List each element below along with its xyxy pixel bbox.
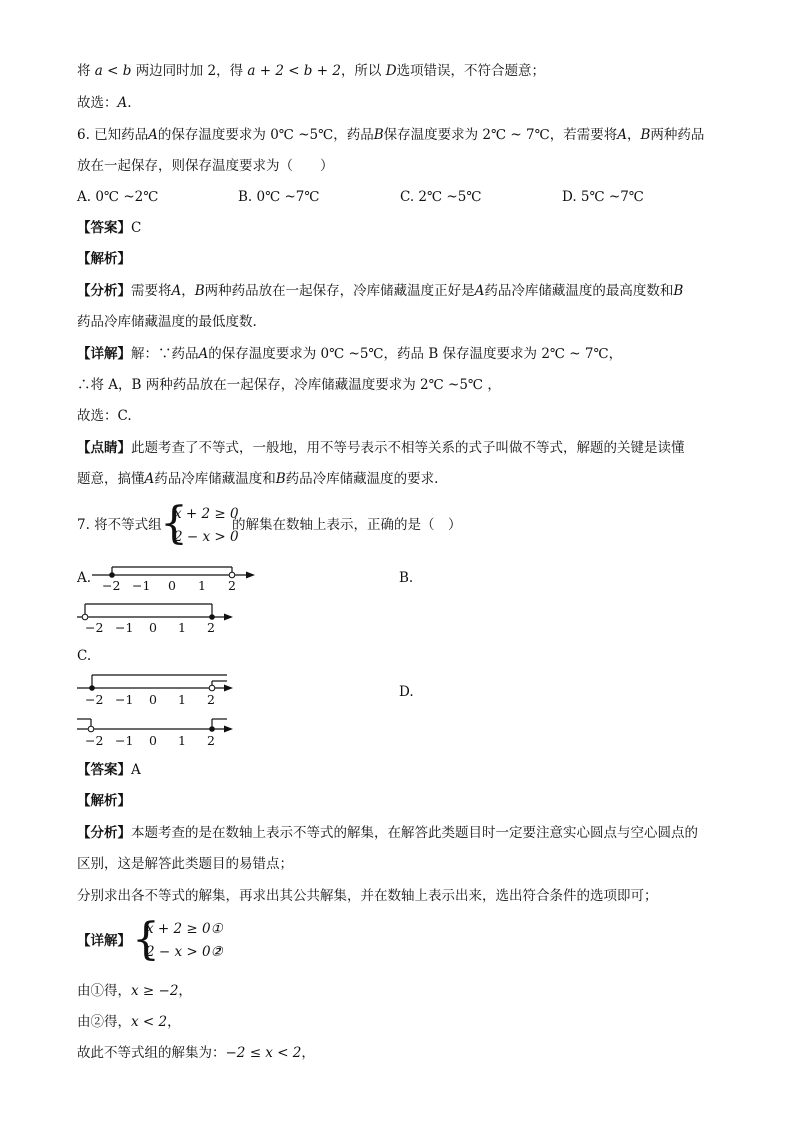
hollow-point [88, 726, 94, 732]
tag: 【点睛】 [77, 440, 131, 456]
tick-label: 2 [207, 733, 215, 748]
solid-point [109, 572, 115, 578]
tick-label: −2 [85, 692, 104, 707]
text: 6. 已知药品 [77, 127, 149, 143]
brace-symbol: { [132, 914, 160, 965]
tick-label: 1 [178, 733, 186, 748]
answer: C [131, 220, 142, 236]
question-6-line-2: 放在一起保存，则保存温度要求为（ ） [77, 158, 334, 174]
text: 药品冷库储藏温度和 [154, 471, 276, 487]
fenxi-7-line-1 [77, 824, 698, 842]
tick-label: −1 [115, 692, 134, 707]
text: 需要将 [131, 283, 172, 299]
arrow-head [224, 685, 233, 692]
number-line-d [77, 714, 257, 744]
text: 选项错误，不符合题意； [396, 63, 546, 79]
question-6-line-1 [77, 126, 704, 144]
system-eq-2: 2 − x > 0② [146, 944, 223, 960]
text: ， [626, 127, 641, 143]
xiangjie-6-line-1 [77, 345, 622, 363]
text: ， [301, 1045, 315, 1061]
math-var: D [385, 63, 397, 79]
text: 保存温度要求为 2℃ ~ 7℃，若需要将 [383, 127, 618, 143]
tick-label: 1 [178, 692, 186, 707]
text-line-1 [77, 62, 545, 80]
text: 由②得， [77, 1014, 131, 1030]
text: 两边同时加 2，得 [135, 63, 244, 79]
text: ， [181, 283, 195, 299]
math-expr: x ≥ −2 [131, 983, 179, 999]
math-var: B [373, 127, 384, 143]
text-line-2 [77, 94, 132, 112]
math-var: A [171, 283, 182, 299]
hollow-point [229, 572, 235, 578]
tick-label: 1 [178, 620, 186, 635]
answer: A [117, 95, 128, 111]
fenxi-7-line-2: 区别，这是解答此类题目的易错点； [77, 856, 293, 872]
option-7-c-label: C. [77, 648, 92, 664]
tag: 【分析】 [77, 283, 131, 299]
math-var: A [474, 283, 485, 299]
arrow-head [224, 614, 233, 621]
option-7-b-label: B. [399, 570, 414, 586]
text: 题意，搞懂 [77, 471, 145, 487]
tick-label: −1 [115, 620, 134, 635]
text: 故选： [77, 95, 118, 111]
tick-label: −2 [85, 733, 104, 748]
step-2 [77, 1013, 181, 1031]
text: ， [167, 1014, 181, 1030]
dianjing-6-line-2 [77, 470, 438, 488]
math-expr: a + 2 < b + 2 [247, 63, 341, 79]
math-expr: x < 2 [131, 1014, 168, 1030]
text: 的保存温度要求为 0℃ ~5℃，药品 B 保存温度要求为 2℃ ~ 7℃， [208, 346, 623, 362]
tick-label: 2 [207, 692, 215, 707]
tick-label: 0 [149, 733, 157, 748]
math-expr: a < b [94, 63, 132, 79]
text: . [127, 95, 132, 111]
hollow-point [209, 685, 215, 691]
math-var: A [617, 127, 627, 143]
option-7-d-label: D. [399, 684, 414, 700]
text: 药品冷库储藏温度的最高度数和 [484, 283, 674, 299]
math-var: A [198, 346, 209, 362]
tick-label: −2 [85, 620, 104, 635]
text: 此题考查了不等式，一般地，用不等号表示不相等关系的式子叫做不等式，解题的关键是读懂 [131, 440, 685, 456]
question-7-label: 7. 将不等式组 [77, 517, 162, 533]
text: 两种药品放在一起保存，冷库储藏温度正好是 [204, 283, 475, 299]
answer-7 [77, 761, 141, 779]
math-var: B [640, 127, 651, 143]
tick-label: 1 [198, 578, 206, 593]
fenxi-6-line-1 [77, 282, 683, 300]
dianjing-6-line-1 [77, 439, 685, 457]
tag: 【答案】 [77, 220, 131, 236]
option-6-b: B. 0℃ ~7℃ [238, 189, 320, 205]
solid-point [209, 614, 215, 620]
arrow-head [224, 726, 233, 733]
option-6-a: A. 0℃ ~2℃ [77, 189, 159, 205]
fenxi-7-line-3: 分别求出各不等式的解集，再求出其公共解集，并在数轴上表示出来，选出符合条件的选项即可； [77, 888, 658, 904]
tick-label: −2 [102, 578, 121, 593]
math-var: B [275, 471, 286, 487]
tag: 【详解】 [77, 346, 131, 362]
hollow-point [82, 614, 88, 620]
question-7-text: 的解集在数轴上表示，正确的是（ ） [232, 517, 462, 533]
tick-label: 0 [149, 620, 157, 635]
text: 本题考查的是在数轴上表示不等式的解集，在解答此类题目时一定要注意实心圆点与空心圆点的 [131, 825, 698, 841]
tick-label: 0 [168, 578, 176, 593]
analysis-6-tag: 【解析】 [77, 251, 131, 267]
tag: 【详解】 [77, 933, 131, 949]
text: 的保存温度要求为 0℃ ~5℃，药品 [157, 127, 374, 143]
tag: 【答案】 [77, 762, 131, 778]
math-var: B [194, 283, 205, 299]
answer-6 [77, 219, 141, 237]
system-eq-1: x + 2 ≥ 0 [174, 506, 239, 522]
choose-6: 故选：C. [77, 408, 132, 424]
system-eq-2: 2 − x > 0 [174, 529, 239, 545]
option-6-d: D. 5℃ ~7℃ [562, 189, 644, 205]
text: 解：∵药品 [131, 346, 199, 362]
tick-label: 2 [207, 620, 215, 635]
text: 由①得， [77, 983, 131, 999]
text: ， [218, 937, 232, 953]
fenxi-6-line-2: 药品冷库储藏温度的最低度数. [77, 314, 257, 330]
option-7-a-label: A. [77, 570, 92, 586]
tick-label: 2 [228, 578, 236, 593]
text: 故此不等式组的解集为： [77, 1045, 226, 1061]
xiangjie-7-tag [77, 932, 131, 950]
math-var: A [144, 471, 155, 487]
xiangjie-6-line-2: ∴将 A，B 两种药品放在一起保存，冷库储藏温度要求为 2℃ ~5℃ ， [77, 377, 501, 393]
number-line-c [77, 672, 257, 702]
tick-label: −1 [132, 578, 151, 593]
step-1 [77, 982, 192, 1000]
brace-symbol: { [160, 498, 188, 549]
text: 两种药品 [650, 127, 705, 143]
step-3 [77, 1044, 315, 1062]
answer: A [131, 762, 141, 778]
math-var: B [673, 283, 684, 299]
tick-label: 0 [149, 692, 157, 707]
text: 药品冷库储藏温度的要求. [285, 471, 439, 487]
number-line-b [77, 601, 257, 631]
tag: 【分析】 [77, 825, 131, 841]
system-eq-1: x + 2 ≥ 0① [146, 921, 223, 937]
text: ， [178, 983, 192, 999]
analysis-7-tag: 【解析】 [77, 793, 131, 809]
math-expr: −2 ≤ x < 2 [225, 1045, 302, 1061]
solid-point [209, 726, 215, 732]
text: 将 [77, 63, 91, 79]
option-6-c: C. 2℃ ~5℃ [400, 189, 482, 205]
tick-label: −1 [115, 733, 134, 748]
arrow-head [246, 572, 255, 579]
solid-point [89, 685, 95, 691]
text: ，所以 [340, 63, 382, 79]
math-var: A [148, 127, 158, 143]
